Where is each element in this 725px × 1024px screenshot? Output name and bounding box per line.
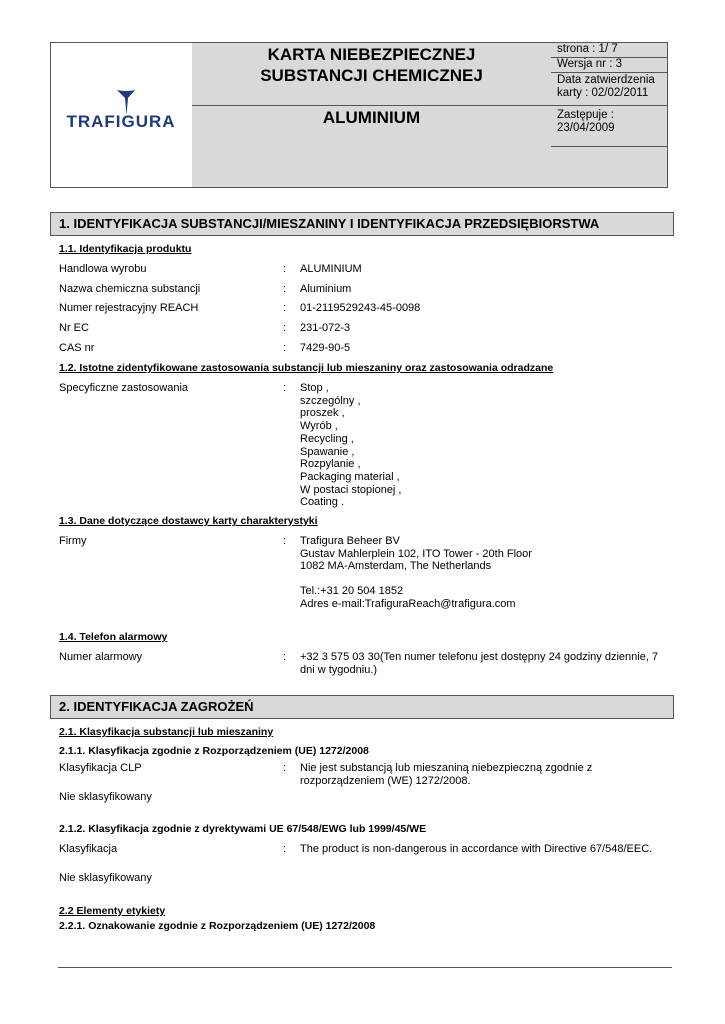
approval-value: karty : 02/02/2011 <box>557 87 649 99</box>
classification-label: Klasyfikacja <box>59 843 118 855</box>
approval-date <box>551 73 667 106</box>
colon: : <box>283 322 287 334</box>
row-label: Nr EC <box>59 322 89 334</box>
subsection-2-1-2: 2.1.2. Klasyfikacja zgodnie z dyrektywami UE 67/548/EWG lub 1999/45/WE <box>59 823 427 835</box>
row-value: 231-072-3 <box>300 322 351 334</box>
trafigura-logo <box>51 43 192 187</box>
use-item: Rozpylanie , <box>300 458 361 471</box>
section-2-header: 2. IDENTYFIKACJA ZAGROŻEŃ <box>50 695 674 719</box>
subsection-2-1-1: 2.1.1. Klasyfikacja zgodnie z Rozporządzeniem (UE) 1272/2008 <box>59 745 369 757</box>
meta-cell <box>551 43 667 187</box>
emergency-line-1: +32 3 575 03 30(Ten numer telefonu jest dostępny 24 godziny dziennie, 7 <box>300 651 659 663</box>
logo-cell <box>51 43 193 187</box>
use-item: Recycling , <box>300 432 354 445</box>
subsection-1-2: 1.2. Istotne zidentyfikowane zastosowania substancji lub mieszaniny oraz zastosowania odradzane <box>59 362 554 374</box>
company-email: Adres e-mail:TrafiguraReach@trafigura.com <box>300 597 516 610</box>
colon: : <box>283 263 287 275</box>
colon: : <box>283 535 287 547</box>
page-number: strona : 1/ 7 <box>551 43 667 58</box>
clp-line-1: Nie jest substancją lub mieszaniną niebezpieczną zgodnie z <box>300 762 593 774</box>
colon: : <box>283 302 287 314</box>
footer-divider <box>58 967 672 968</box>
row-label: Handlowa wyrobu <box>59 263 147 275</box>
approval-label: Data zatwierdzenia <box>557 74 655 86</box>
use-item: szczególny , <box>300 394 361 407</box>
use-item: Packaging material , <box>300 470 400 483</box>
colon: : <box>283 843 287 855</box>
subsection-2-1: 2.1. Klasyfikacja substancji lub mieszaniny <box>59 726 274 738</box>
company-line: Trafigura Beheer BV <box>300 535 400 547</box>
row-value: ALUMINIUM <box>300 263 362 275</box>
colon: : <box>283 762 287 774</box>
document-header <box>50 42 668 188</box>
substance-name: ALUMINIUM <box>322 108 421 127</box>
subsection-1-4: 1.4. Telefon alarmowy <box>59 631 168 643</box>
row-value: 7429-90-5 <box>300 342 351 354</box>
row-label: CAS nr <box>59 342 95 354</box>
section-1-header: 1. IDENTYFIKACJA SUBSTANCJI/MIESZANINY I IDENTYFIKACJA PRZEDSIĘBIORSTWA <box>50 212 674 236</box>
row-label: Nazwa chemiczna substancji <box>59 283 201 295</box>
not-classified: Nie sklasyfikowany <box>59 872 152 884</box>
row-label: Numer rejestracyjny REACH <box>59 302 199 314</box>
subsection-1-3: 1.3. Dane dotyczące dostawcy karty charakterystyki <box>59 515 318 527</box>
version: Wersja nr : 3 <box>551 58 667 73</box>
emergency-number <box>300 651 658 676</box>
uses-list <box>300 382 402 509</box>
company-address <box>300 535 532 611</box>
colon: : <box>283 651 287 663</box>
replaces-date <box>551 106 667 147</box>
subsection-2-2-1: 2.2.1. Oznakowanie zgodnie z Rozporządzeniem (UE) 1272/2008 <box>59 920 376 932</box>
svg-text:TRAFIGURA: TRAFIGURA <box>66 112 176 131</box>
emergency-line-2: dni w tygodniu.) <box>300 663 378 676</box>
classification-value: The product is non-dangerous in accordance with Directive 67/548/EEC. <box>300 843 653 855</box>
use-item: Wyrób , <box>300 420 338 433</box>
company-tel: Tel.:+31 20 504 1852 <box>300 585 404 598</box>
use-item: Coating . <box>300 496 345 509</box>
row-value: 01-2119529243-45-0098 <box>300 302 421 314</box>
title-cell <box>192 43 552 187</box>
company-line: Gustav Mahlerplein 102, ITO Tower - 20th Floor <box>300 547 532 560</box>
row-value: Aluminium <box>300 283 352 295</box>
use-item: proszek , <box>300 407 345 420</box>
subsection-1-1: 1.1. Identyfikacja produktu <box>59 243 192 255</box>
clp-value <box>300 762 592 787</box>
colon: : <box>283 283 287 295</box>
use-item: Spawanie , <box>300 445 355 458</box>
company-label: Firmy <box>59 535 87 547</box>
company-line: 1082 MA-Amsterdam, The Netherlands <box>300 560 492 573</box>
uses-label: Specyficzne zastosowania <box>59 382 189 394</box>
title-line-1: KARTA NIEBEZPIECZNEJ <box>267 45 476 64</box>
colon: : <box>283 342 287 354</box>
replaces-label: Zastępuje : <box>557 109 614 121</box>
title-line-2: SUBSTANCJI CHEMICZNEJ <box>260 66 483 85</box>
colon: : <box>283 382 287 394</box>
use-item: W postaci stopionej , <box>300 483 402 496</box>
spacer <box>300 573 532 585</box>
clp-line-2: rozporządzeniem (WE) 1272/2008. <box>300 774 471 787</box>
document-title <box>192 43 551 106</box>
clp-label: Klasyfikacja CLP <box>59 762 142 774</box>
replaces-value: 23/04/2009 <box>557 122 615 134</box>
use-item: Stop , <box>300 382 329 394</box>
not-classified: Nie sklasyfikowany <box>59 791 152 803</box>
emergency-label: Numer alarmowy <box>59 651 143 663</box>
subsection-2-2: 2.2 Elementy etykiety <box>59 905 166 917</box>
